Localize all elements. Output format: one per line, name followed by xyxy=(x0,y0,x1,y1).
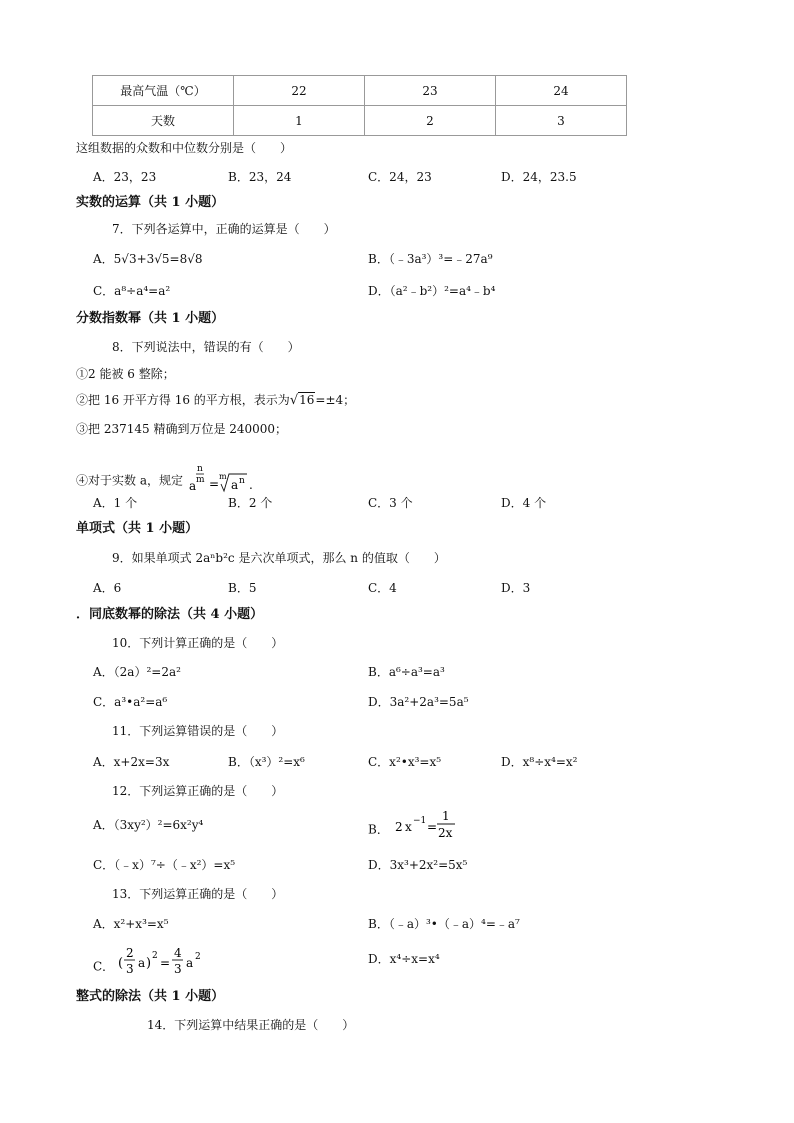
formula-image xyxy=(187,463,257,499)
fraction-power-formula-icon xyxy=(118,945,218,979)
svg-text:2x: 2x xyxy=(437,826,453,840)
radical-icon: √ xyxy=(289,393,299,408)
q8-s2-radicand: 16 xyxy=(299,393,315,407)
svg-text:3: 3 xyxy=(174,962,182,976)
q13-c-label: C． xyxy=(93,959,115,974)
svg-text:n: n xyxy=(196,464,203,474)
q8-option-a: A．1 个 xyxy=(93,496,138,510)
q7-option-c: C．a⁸÷a⁴=a² xyxy=(93,284,171,298)
q13-option-d: D．x⁴÷x=x⁴ xyxy=(368,952,440,966)
q6-option-a: A．23，23 xyxy=(93,170,157,184)
q13-stem: 13．下列运算正确的是（ ） xyxy=(112,887,284,901)
q8-option-d: D．4 个 xyxy=(501,496,547,510)
q12-option-a: A．（3xy²）²=6x²y⁴ xyxy=(93,818,204,832)
q8-option-c: C．3 个 xyxy=(368,496,413,510)
q11-option-a: A．x+2x=3x xyxy=(93,755,170,769)
q10-option-a: A．（2a）²=2a² xyxy=(93,665,181,679)
q13-option-a: A．x²+x³=x⁵ xyxy=(93,917,169,931)
table-cell: 22 xyxy=(234,76,365,106)
q8-statement-2 xyxy=(76,392,355,409)
section-heading: 分数指数幂（共 1 小题） xyxy=(76,311,225,326)
q9-option-d: D．3 xyxy=(501,581,531,595)
q8-s2-result: =±4； xyxy=(315,393,356,407)
table-row xyxy=(93,76,627,106)
svg-text:x: x xyxy=(404,820,412,834)
q7-option-a: A．5√3+3√5=8√8 xyxy=(93,252,203,266)
table-cell: 1 xyxy=(234,106,365,136)
q12-stem: 12．下列运算正确的是（ ） xyxy=(112,784,284,798)
svg-text:a: a xyxy=(230,478,238,492)
svg-text:=: = xyxy=(160,956,171,970)
section-heading: 单项式（共 1 小题） xyxy=(76,521,199,536)
table-cell: 23 xyxy=(365,76,496,106)
table-cell: 天数 xyxy=(93,106,234,136)
svg-text:2: 2 xyxy=(126,946,134,960)
q9-option-a: A．6 xyxy=(93,581,122,595)
svg-text:2: 2 xyxy=(152,951,158,961)
q12-b-label: B． xyxy=(368,822,389,837)
q8-s4-text: ④对于实数 a，规定 xyxy=(76,473,183,488)
table-cell: 3 xyxy=(496,106,627,136)
formula-image xyxy=(118,945,218,989)
q13-option-b: B．（﹣a）³•（﹣a）⁴=﹣a⁷ xyxy=(368,917,520,931)
q12-option-d: D．3x³+2x²=5x⁵ xyxy=(368,858,468,872)
q7-option-d: D．（a²﹣b²）²=a⁴﹣b⁴ xyxy=(368,284,496,298)
negative-exponent-formula-icon xyxy=(393,808,463,842)
q8-statement-3: ③把 237145 精确到万位是 240000； xyxy=(76,422,288,436)
q6-option-d: D．24，23.5 xyxy=(501,170,577,184)
q6-option-b: B．23，24 xyxy=(228,170,292,184)
section-heading: 实数的运算（共 1 小题） xyxy=(76,195,225,210)
fractional-exponent-formula-icon xyxy=(187,463,257,495)
section-heading: ．同底数幂的除法（共 4 小题） xyxy=(76,607,264,622)
svg-text:−1: −1 xyxy=(412,816,426,826)
q12-option-b xyxy=(368,808,463,852)
q14-stem: 14．下列运算中结果正确的是（ ） xyxy=(147,1018,355,1032)
svg-text:a: a xyxy=(188,479,196,493)
table-cell: 最高气温（℃） xyxy=(93,76,234,106)
q9-option-c: C．4 xyxy=(368,581,397,595)
q9-option-b: B．5 xyxy=(228,581,257,595)
q11-option-b: B．（x³）²=x⁶ xyxy=(228,755,305,769)
q8-statement-1: ①2 能被 6 整除； xyxy=(76,367,175,381)
svg-text:m: m xyxy=(195,475,205,485)
q13-option-c xyxy=(93,945,218,989)
svg-text:2: 2 xyxy=(394,820,403,834)
svg-text:=: = xyxy=(426,820,437,834)
svg-text:a: a xyxy=(186,956,194,970)
formula-image xyxy=(393,808,463,852)
q7-option-b: B．（﹣3a³）³=﹣27a⁹ xyxy=(368,252,493,266)
svg-text:a: a xyxy=(138,956,146,970)
q12-option-c: C．（﹣x）⁷÷（﹣x²）=x⁵ xyxy=(93,858,236,872)
svg-text:): ) xyxy=(146,956,152,971)
svg-text:n: n xyxy=(238,476,245,486)
q11-option-c: C．x²•x³=x⁵ xyxy=(368,755,442,769)
table-row xyxy=(93,106,627,136)
q6-stem: 这组数据的众数和中位数分别是（ ） xyxy=(76,141,293,155)
svg-text:(: ( xyxy=(118,956,124,971)
q8-statement-4 xyxy=(76,463,257,499)
svg-text:3: 3 xyxy=(126,962,134,976)
section-heading: 整式的除法（共 1 小题） xyxy=(76,989,225,1004)
svg-text:1: 1 xyxy=(441,809,450,823)
q10-option-c: C．a³•a²=a⁶ xyxy=(93,695,168,709)
q11-option-d: D．x⁸÷x⁴=x² xyxy=(501,755,578,769)
q10-option-d: D．3a²+2a³=5a⁵ xyxy=(368,695,469,709)
svg-text:.: . xyxy=(248,478,253,492)
svg-text:2: 2 xyxy=(195,952,201,962)
q7-stem: 7．下列各运算中，正确的运算是（ ） xyxy=(112,222,336,236)
q10-option-b: B．a⁶÷a³=a³ xyxy=(368,665,445,679)
q11-stem: 11．下列运算错误的是（ ） xyxy=(112,724,284,738)
table-cell: 2 xyxy=(365,106,496,136)
table-cell: 24 xyxy=(496,76,627,106)
q8-stem: 8．下列说法中，错误的有（ ） xyxy=(112,340,300,354)
svg-text:4: 4 xyxy=(174,946,182,960)
q10-stem: 10．下列计算正确的是（ ） xyxy=(112,636,284,650)
svg-text:m: m xyxy=(218,472,227,481)
svg-text:=: = xyxy=(208,477,219,491)
q6-option-c: C．24，23 xyxy=(368,170,432,184)
q8-option-b: B．2 个 xyxy=(228,496,273,510)
q8-s2-text: ②把 16 开平方得 16 的平方根，表示为 xyxy=(76,393,290,407)
q9-stem: 9．如果单项式 2aⁿb²c 是六次单项式，那么 n 的值取（ ） xyxy=(112,551,446,565)
temperature-table xyxy=(92,75,627,136)
